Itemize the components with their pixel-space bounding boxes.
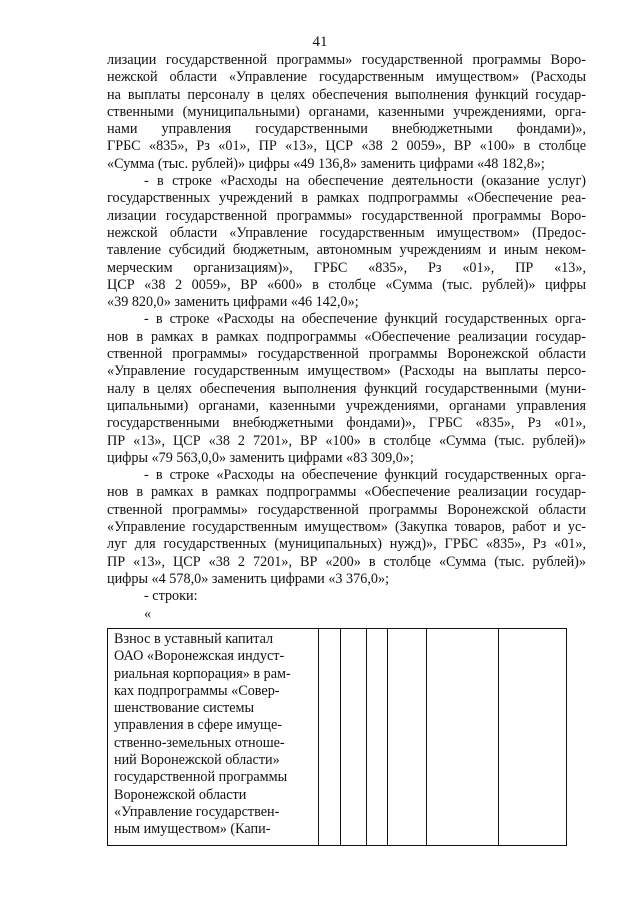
- text-line: ственными (муниципальными) органами, казенными учреждениями, орга-: [107, 103, 586, 120]
- text-line: - в строке «Расходы на обеспечение функций государственных орга-: [144, 467, 586, 484]
- text-line: «: [144, 605, 152, 622]
- text-line: ПР «13», ЦСР «38 2 7201», ВР «100» в столбце «Сумма (тыс. рублей)»: [107, 432, 586, 449]
- text-line: ГРБС «835», Рз «01», ПР «13», ЦСР «38 2 0059», ВР «100» в столбце: [107, 138, 586, 155]
- cell-text-line: «Управление государствен-: [114, 803, 280, 820]
- text-line: нами управления государственными внебюджетными фондами)»,: [107, 121, 586, 138]
- text-line: нов в рамках в рамках подпрограммы «Обеспечение реализации государ-: [107, 328, 586, 345]
- text-line: ципальными) органами, казенными учреждениями, органами управления: [107, 397, 586, 414]
- empty-cell: [319, 629, 341, 846]
- text-line: государственными внебюджетными фондами)», ГРБС «835», Рз «01»,: [107, 415, 586, 432]
- text-line: «39 820,0» заменить цифрами «46 142,0»;: [107, 294, 359, 311]
- text-line: нов в рамках в рамках подпрограммы «Обеспечение реализации государ-: [107, 484, 586, 501]
- text-line: налу в целях обеспечения выполнения функций государственными (муни-: [107, 380, 586, 397]
- text-line: - в строке «Расходы на обеспечение функций государственных орга-: [144, 311, 586, 328]
- text-line: ственной программы» государственной программы Воронежской области: [107, 346, 586, 363]
- cell-text-line: ОАО «Воронежская индуст-: [114, 648, 285, 665]
- budget-table: [107, 628, 567, 846]
- text-line: «Управление государственным имуществом» (Расходы на выплаты персо-: [107, 363, 586, 380]
- empty-cell: [499, 629, 567, 846]
- text-line: тавление субсидий бюджетным, автономным учреждениям и иным неком-: [107, 242, 586, 259]
- text-line: государственных учреждений в рамках подпрограммы «Обеспечение реа-: [107, 190, 586, 207]
- cell-text-line: ственно-земельных отноше-: [114, 734, 285, 751]
- text-line: - строки:: [144, 588, 198, 605]
- text-line: цифры «79 563,0,0» заменить цифрами «83 309,0»;: [107, 449, 414, 466]
- cell-text-line: Взнос в уставный капитал: [114, 631, 274, 647]
- text-line: цифры «4 578,0» заменить цифрами «3 376,0»;: [107, 570, 390, 587]
- cell-text-line: управления в сфере имуще-: [114, 717, 282, 734]
- text-line: лизации государственной программы» государственной программы Воро-: [107, 207, 586, 224]
- text-line: ПР «13», ЦСР «38 2 7201», ВР «200» в столбце «Сумма (тыс. рублей)»: [107, 553, 586, 570]
- text-line: лизации государственной программы» государственной программы Воро-: [107, 52, 586, 68]
- cell-text-line: государственной программы: [114, 769, 288, 786]
- text-line: нежской области «Управление государственным имуществом» (Предос-: [107, 224, 586, 241]
- cell-text-line: риальная корпорация» в рам-: [114, 665, 291, 682]
- text-line: ственной программы» государственной программы Воронежской области: [107, 501, 586, 518]
- empty-cell: [367, 629, 388, 846]
- text-line: ЦСР «38 2 0059», ВР «600» в столбце «Сумма (тыс. рублей)» цифры: [107, 276, 586, 293]
- text-line: нежской области «Управление государственным имуществом» (Расходы: [107, 69, 586, 86]
- cell-text-line: ках подпрограммы «Совер-: [114, 682, 280, 699]
- text-line: на выплаты персоналу в целях обеспечения выполнения функций государ-: [107, 86, 586, 103]
- table-row: [108, 629, 567, 846]
- text-line: - в строке «Расходы на обеспечение деятельности (оказание услуг): [144, 173, 586, 190]
- empty-cell: [388, 629, 427, 846]
- cell-text-line: шенствование системы: [114, 700, 255, 717]
- empty-cell: [427, 629, 499, 846]
- text-line: луг для государственных (муниципальных) нужд)», ГРБС «835», Рз «01»,: [107, 536, 586, 553]
- cell-text-line: ным имуществом» (Капи-: [114, 821, 271, 838]
- cell-text-line: ний Воронежской области»: [114, 752, 280, 769]
- page-number: 41: [312, 34, 328, 50]
- document-body: [107, 52, 586, 623]
- text-line: мерческим организациям)», ГРБС «835», Рз «01», ПР «13»,: [107, 259, 586, 276]
- text-line: «Управление государственным имуществом» (Закупка товаров, работ и ус-: [107, 519, 586, 536]
- row-name-cell: [108, 629, 319, 846]
- cell-text-line: Воронежской области: [114, 786, 247, 803]
- empty-cell: [341, 629, 367, 846]
- text-line: «Сумма (тыс. рублей)» цифры «49 136,8» заменить цифрами «48 182,8»;: [107, 155, 545, 172]
